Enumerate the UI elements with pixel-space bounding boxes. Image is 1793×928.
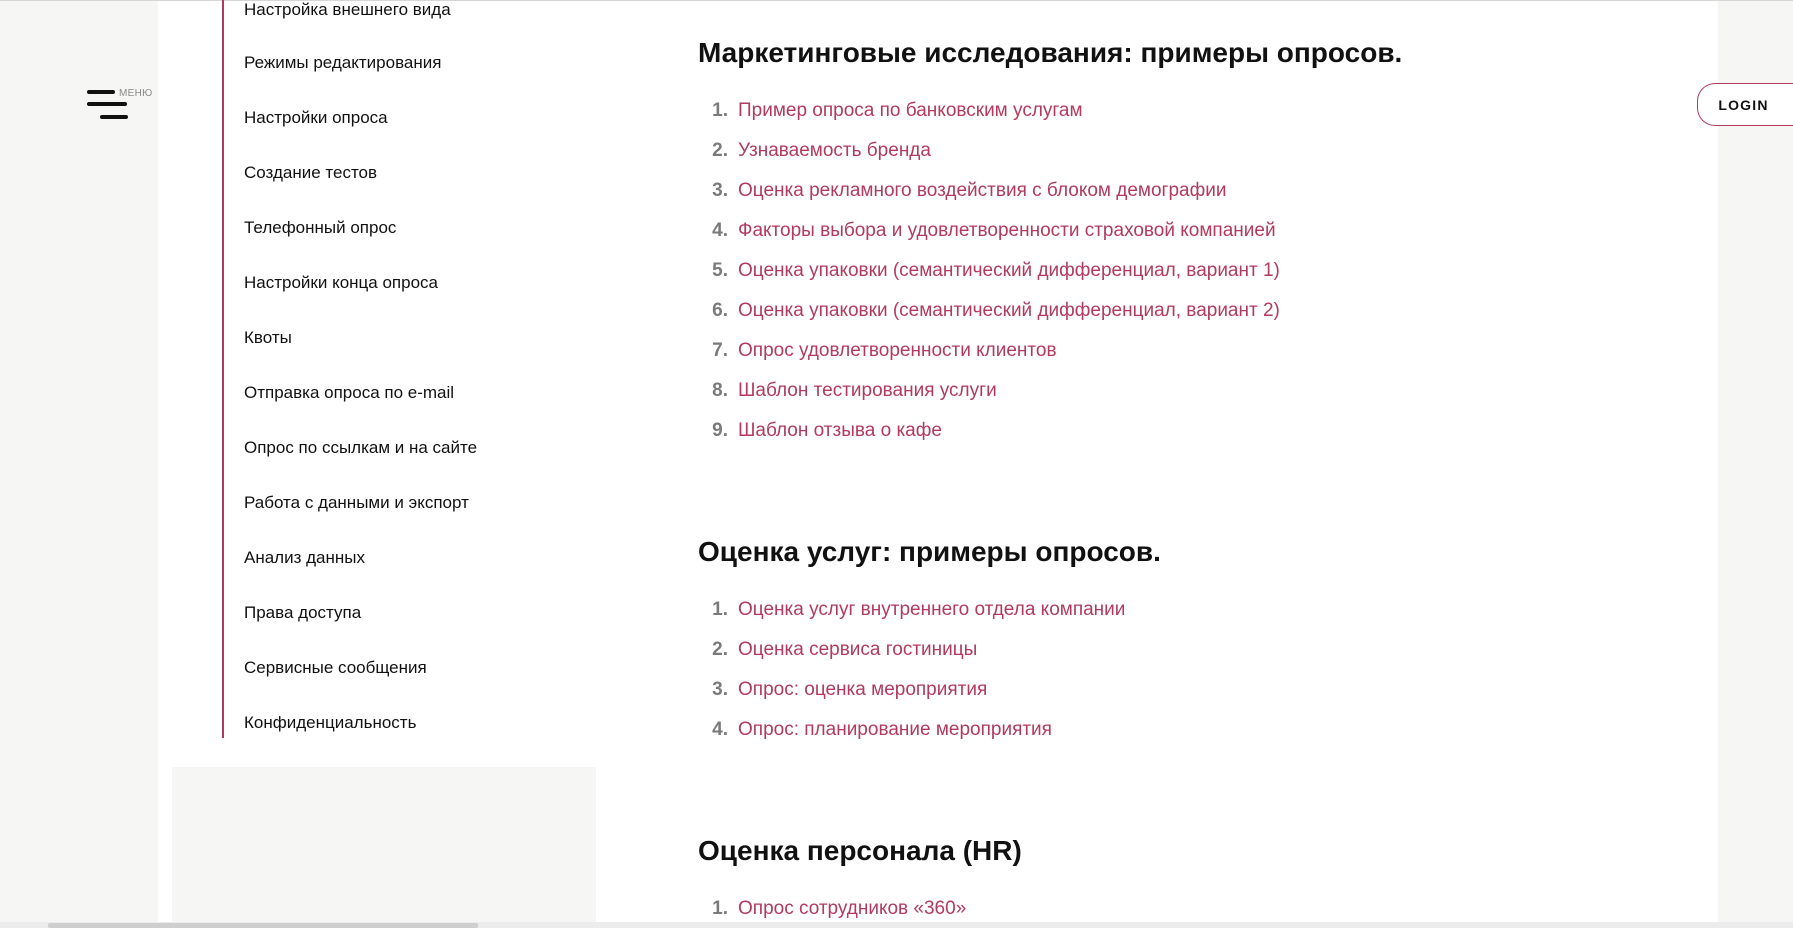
section-title-services: Оценка услуг: примеры опросов. — [698, 536, 1161, 567]
list-number: 2. — [712, 639, 728, 660]
sidebar-item-phone-survey[interactable]: Телефонный опрос — [244, 218, 397, 237]
scrollbar-thumb[interactable] — [48, 923, 478, 928]
sidebar-item-service-messages[interactable]: Сервисные сообщения — [244, 658, 427, 677]
menu-button[interactable] — [86, 88, 156, 128]
survey-link[interactable]: Узнаваемость бренда — [738, 140, 931, 161]
survey-link[interactable]: Опрос удовлетворенности клиентов — [738, 340, 1057, 361]
sidebar-item-survey-settings[interactable]: Настройки опроса — [244, 108, 388, 127]
sidebar-item-end-settings[interactable]: Настройки конца опроса — [244, 273, 438, 292]
sidebar-item-privacy[interactable]: Конфиденциальность — [244, 713, 417, 732]
sidebar-item-appearance[interactable]: Настройка внешнего вида — [244, 0, 451, 19]
section-title-marketing: Маркетинговые исследования: примеры опросов. — [698, 37, 1403, 68]
sidebar-nav — [222, 0, 524, 738]
survey-link[interactable]: Оценка услуг внутреннего отдела компании — [738, 599, 1126, 620]
sidebar-widget-placeholder — [172, 767, 596, 928]
survey-link[interactable]: Факторы выбора и удовлетворенности страховой компанией — [738, 220, 1276, 241]
survey-link[interactable]: Пример опроса по банковским услугам — [738, 100, 1083, 121]
hamburger-icon-bottom — [100, 115, 128, 119]
list-number: 5. — [712, 260, 728, 281]
sidebar-item-email[interactable]: Отправка опроса по e-mail — [244, 383, 455, 402]
sidebar-item-tests[interactable]: Создание тестов — [244, 163, 378, 182]
list-number: 6. — [712, 300, 728, 321]
hamburger-icon-middle — [87, 102, 127, 106]
survey-link[interactable]: Шаблон отзыва о кафе — [738, 420, 942, 441]
sidebar-item-access[interactable]: Права доступа — [244, 603, 362, 622]
list-number: 1. — [712, 599, 728, 620]
survey-link[interactable]: Опрос: планирование мероприятия — [738, 719, 1052, 740]
survey-link[interactable]: Оценка рекламного воздействия с блоком демографии — [738, 180, 1227, 201]
survey-link[interactable]: Оценка сервиса гостиницы — [738, 639, 978, 660]
sidebar-item-analysis[interactable]: Анализ данных — [244, 548, 365, 567]
list-number: 3. — [712, 180, 728, 201]
list-number: 4. — [712, 220, 728, 241]
survey-link[interactable]: Опрос сотрудников «360» — [738, 898, 967, 919]
list-number: 3. — [712, 679, 728, 700]
list-number: 1. — [712, 898, 728, 919]
list-number: 8. — [712, 380, 728, 401]
survey-link[interactable]: Оценка упаковки (семантический дифференциал, вариант 2) — [738, 300, 1280, 321]
sidebar-item-quotas[interactable]: Квоты — [244, 328, 292, 347]
section-title-hr: Оценка персонала (HR) — [698, 835, 1022, 866]
menu-label: МЕНЮ — [119, 88, 153, 99]
survey-link[interactable]: Опрос: оценка мероприятия — [738, 679, 988, 700]
list-number: 4. — [712, 719, 728, 740]
list-number: 2. — [712, 140, 728, 161]
sidebar-item-links[interactable]: Опрос по ссылкам и на сайте — [244, 438, 478, 457]
list-number: 9. — [712, 420, 728, 441]
login-button[interactable]: LOGIN — [1697, 83, 1793, 126]
sidebar-item-data-export[interactable]: Работа с данными и экспорт — [244, 493, 469, 512]
sidebar-item-edit-modes[interactable]: Режимы редактирования — [244, 53, 442, 72]
list-number: 7. — [712, 340, 728, 361]
survey-link[interactable]: Шаблон тестирования услуги — [738, 380, 997, 401]
list-number: 1. — [712, 100, 728, 121]
hamburger-icon — [87, 90, 115, 94]
survey-link[interactable]: Оценка упаковки (семантический дифференциал, вариант 1) — [738, 260, 1280, 281]
